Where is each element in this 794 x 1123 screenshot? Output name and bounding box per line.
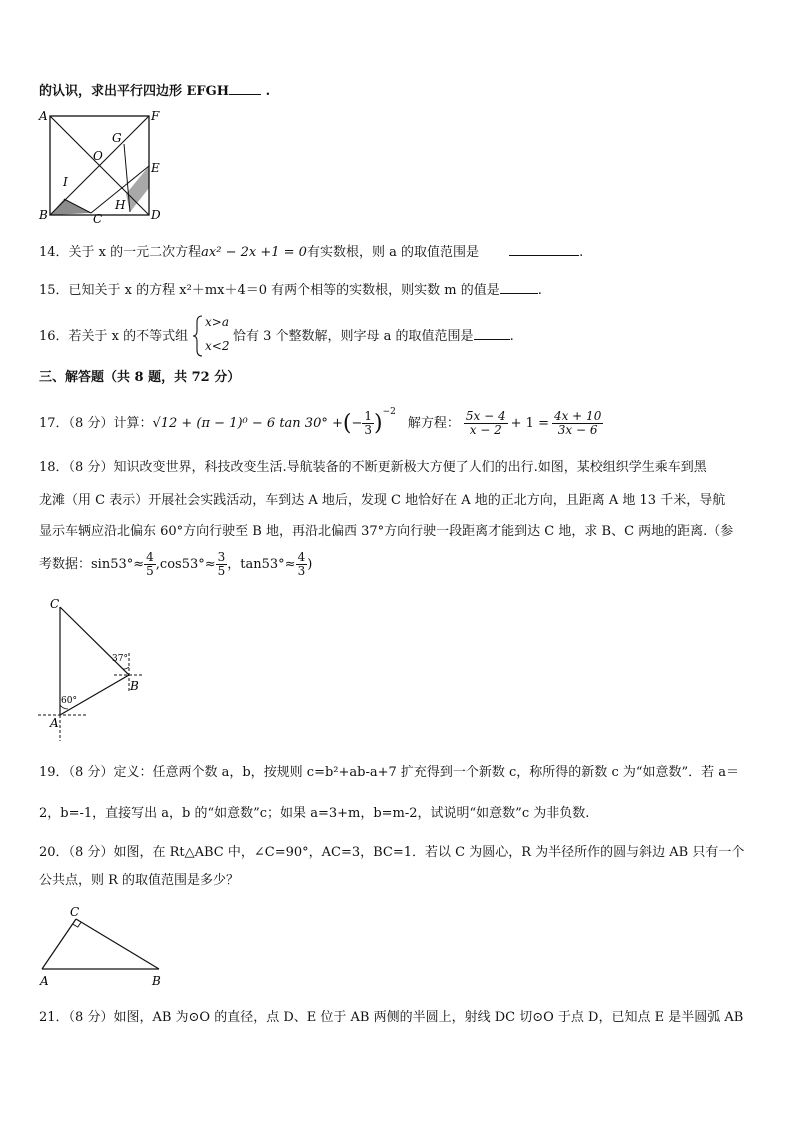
label-I: I — [63, 175, 68, 189]
q14-equation: ax² − 2x +1 = 0 — [201, 245, 307, 260]
q18-tan-fraction: $\frac{4}{3}$ — [297, 550, 306, 578]
q17-exponent: −2 — [382, 406, 396, 417]
q17-neg-sign: − — [351, 415, 363, 431]
label-C: C — [70, 905, 80, 919]
q17-paren-open: ( — [342, 410, 352, 436]
q14-post: 有实数根，则 a 的取值范围是 — [306, 245, 479, 260]
q18-ref-end: ) — [307, 556, 313, 572]
q18-ref-label: 考数据：sin53°≈ — [39, 556, 145, 572]
label-H: H — [115, 198, 126, 212]
q16-post: 恰有 3 个整数解，则字母 a 的取值范围是 — [233, 329, 474, 344]
q18-reference — [39, 551, 312, 578]
label-A: A — [50, 716, 59, 730]
question-15 — [39, 283, 542, 299]
line-AB — [60, 675, 129, 715]
label-B: B — [39, 208, 48, 222]
q21-line1: 21．（8 分）如图，AB 为⊙O 的直径，点 D、E 位于 AB 两侧的半圆上，射线 DC 切⊙O 于点 D，已知点 E 是半圆弧 AB — [39, 1010, 744, 1025]
q17-rhs-fraction: $\frac{4x + 10}{3x - 6}$ — [553, 409, 602, 437]
shaded-triangle-left — [50, 199, 91, 215]
q17-plus-one: + 1 = — [510, 415, 549, 431]
label-B: B — [130, 679, 139, 693]
label-C: C — [50, 597, 60, 611]
q13-answer-blank — [229, 94, 261, 95]
q18-cos-fraction: $\frac{3}{5}$ — [217, 550, 226, 578]
q18-line3: 显示车辆应沿北偏东 60°方向行驶至 B 地，再沿北偏西 37°方向行驶一段距离才能到达 C 地，求 B、C 两地的距离.（参 — [39, 524, 734, 539]
q16-end: . — [509, 329, 514, 344]
figure-q13 — [36, 108, 166, 223]
q16-ineq2: x<2 — [205, 339, 230, 353]
q20-line1: 20．（8 分）如图，在 Rt△ABC 中，∠C=90°，AC=3，BC=1．若以 C 为圆心，R 为半径所作的圆与斜边 AB 只有一个 — [39, 845, 745, 860]
q13-end: . — [265, 84, 271, 99]
label-B: B — [152, 974, 161, 988]
q16-lead — [39, 329, 188, 345]
q13-text: 的认识，求出平行四边形 EFGH — [39, 84, 230, 99]
q15-answer-blank — [500, 293, 538, 294]
q17-expression: √12 + (π − 1)⁰ − 6 tan 30° + — [152, 415, 343, 431]
label-angle-37: 37° — [112, 654, 128, 664]
q16-pre: 若关于 x 的不等式组 — [68, 329, 189, 344]
label-E: E — [151, 161, 160, 175]
section-3-title: 三、解答题（共 8 题，共 72 分） — [39, 370, 241, 385]
q14-number: 14． — [39, 245, 69, 260]
side-AC — [42, 919, 76, 969]
q17-paren-close: ) — [374, 410, 383, 436]
q17-fraction: $\frac{1}{3}$ — [364, 409, 373, 437]
label-C: C — [93, 212, 103, 223]
q18-cos-label: ,cos53°≈ — [155, 556, 216, 572]
line-CB — [60, 607, 129, 675]
figure-q20 — [34, 903, 174, 991]
q17-lhs-fraction: $\frac{5x - 4}{x - 2}$ — [465, 409, 506, 437]
q18-tan-label: ，tan53°≈ — [227, 556, 296, 572]
q16-tail — [233, 329, 514, 345]
q15-end: . — [537, 283, 542, 298]
q14-end: . — [579, 245, 584, 260]
label-A: A — [39, 109, 48, 123]
q17-number: 17．（8 分）计算： — [39, 415, 153, 431]
q19-line2: 2，b=-1，直接写出 a，b 的“如意数”c；如果 a=3+m，b=m-2，试说明“如意数”c 为非负数. — [39, 806, 590, 821]
q15-text: 已知关于 x 的方程 x²＋mx＋4＝0 有两个相等的实数根，则实数 m 的值是 — [68, 283, 500, 298]
q18-line1: 18．（8 分）知识改变世界，科技改变生活.导航装备的不断更新极大方便了人们的出行.如图，某校组织学生乘车到黑 — [39, 460, 707, 475]
label-D: D — [151, 208, 161, 222]
question-17 — [39, 406, 603, 437]
label-F: F — [151, 109, 160, 123]
q19-line1: 19．（8 分）定义：任意两个数 a，b，按规则 c=b²+ab-a+7 扩充得到一个新数 c，称所得的新数 c 为“如意数”．若 a＝ — [39, 765, 740, 780]
q16-number: 16． — [39, 329, 69, 344]
question-14 — [39, 245, 583, 261]
side-CB — [76, 919, 159, 969]
label-G: G — [112, 131, 122, 145]
q16-brace — [192, 314, 204, 358]
q16-answer-blank — [474, 339, 510, 340]
q14-pre: 关于 x 的一元二次方程 — [68, 245, 202, 260]
angle-arc-B — [123, 667, 129, 669]
q18-line2: 龙滩（用 C 表示）开展社会实践活动，车到达 A 地后，发现 C 地恰好在 A 地的正北方向，且距离 A 地 13 千米，导航 — [39, 493, 726, 508]
q15-number: 15． — [39, 283, 69, 298]
q16-ineq1: x>a — [205, 315, 229, 329]
q17-solve-label: 解方程： — [407, 415, 460, 431]
label-angle-60: 60° — [61, 696, 77, 706]
q13-tail — [39, 84, 270, 100]
label-A: A — [40, 974, 49, 988]
label-O: O — [93, 149, 103, 163]
q20-line2: 公共点，则 R 的取值范围是多少？ — [39, 873, 240, 888]
q18-sin-fraction: $\frac{4}{5}$ — [146, 550, 154, 578]
figure-q18 — [34, 595, 154, 745]
q14-answer-blank — [509, 255, 579, 256]
